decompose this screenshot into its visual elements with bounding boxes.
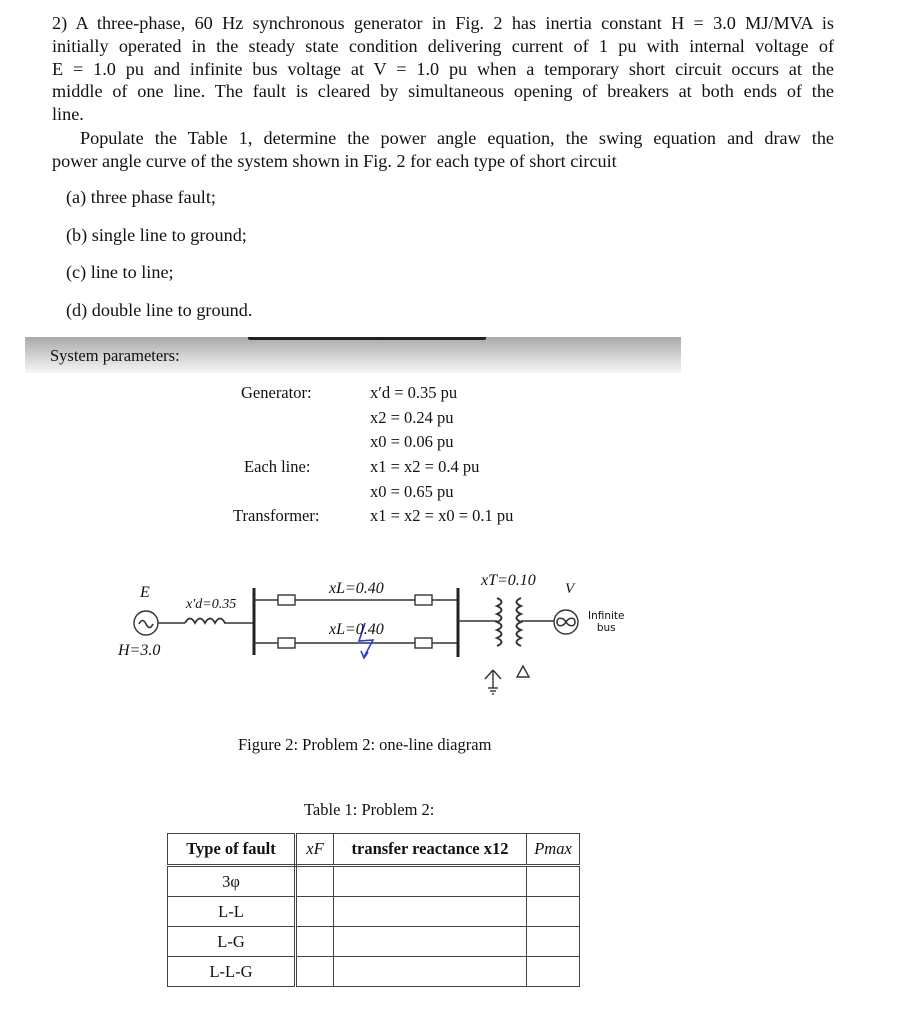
param-value: x2 = 0.24 pu xyxy=(370,408,454,427)
item-text: double line to ground. xyxy=(91,300,253,320)
cell-pmax[interactable] xyxy=(527,897,580,927)
problem-line: initially operated in the steady state condition delivering current of 1 pu with internal voltage of xyxy=(52,35,834,56)
param-value: x1 = x2 = x0 = 0.1 pu xyxy=(370,506,514,525)
transformer-primary-icon xyxy=(497,598,502,646)
table-row xyxy=(168,957,580,987)
table-row xyxy=(168,866,580,897)
problem-line: E = 1.0 pu and infinite bus voltage at V = 1.0 pu when a temporary short circuit occurs at the xyxy=(52,58,834,79)
v-label: V xyxy=(565,581,575,597)
cell-fault-type: L-L-G xyxy=(168,957,296,987)
delta-icon xyxy=(517,666,529,677)
cell-pmax[interactable] xyxy=(527,866,580,897)
item-label: (c) xyxy=(66,262,87,282)
band-divider xyxy=(248,337,486,340)
generator-label: Generator: xyxy=(241,383,312,402)
xd-label: x′d=0.35 xyxy=(186,597,237,612)
inductor-icon xyxy=(185,619,226,624)
breaker-icon xyxy=(415,595,432,605)
cell-pmax[interactable] xyxy=(527,957,580,987)
problem-line: middle of one line. The fault is cleared by simultaneous opening of breakers at both ends of the xyxy=(52,81,834,102)
item-text: three phase fault; xyxy=(90,187,216,207)
header-fault-type: Type of fault xyxy=(168,834,296,866)
header-transfer-reactance: transfer reactance x12 xyxy=(334,834,527,866)
gen-e-label: E xyxy=(140,584,150,601)
list-item-b xyxy=(66,225,247,246)
header-xf: xF xyxy=(296,834,334,866)
line2-label: xL=0.40 xyxy=(329,621,384,638)
line1-label: xL=0.40 xyxy=(329,580,384,597)
cell-xf[interactable] xyxy=(296,957,334,987)
figure-caption: Figure 2: Problem 2: one-line diagram xyxy=(238,735,492,754)
item-label: (b) xyxy=(66,225,88,245)
cell-fault-type: L-G xyxy=(168,927,296,957)
problem-line: line. xyxy=(52,104,84,125)
problem-line: 2) A three-phase, 60 Hz synchronous generator in Fig. 2 has inertia constant H = 3.0 MJ/MVA is xyxy=(52,13,834,33)
generator-icon xyxy=(134,611,158,635)
item-text: single line to ground; xyxy=(91,225,247,245)
cell-pmax[interactable] xyxy=(527,927,580,957)
header-pmax: Pmax xyxy=(527,834,580,866)
item-label: (a) xyxy=(66,187,87,207)
fault-table xyxy=(167,833,580,987)
cell-xf[interactable] xyxy=(296,927,334,957)
infinite-bus-label xyxy=(588,610,625,634)
param-value: x′d = 0.35 pu xyxy=(370,383,458,402)
cell-x12[interactable] xyxy=(334,927,527,957)
instruction-paragraph xyxy=(52,127,834,173)
cell-x12[interactable] xyxy=(334,897,527,927)
list-item-c xyxy=(66,262,174,283)
table-header-row xyxy=(168,834,580,866)
transformer-label: Transformer: xyxy=(233,506,320,525)
infinite-bus-label-line: bus xyxy=(596,622,616,634)
problem-statement xyxy=(52,12,834,126)
transformer-secondary-icon xyxy=(517,598,522,646)
inertia-label: H=3.0 xyxy=(118,642,161,659)
table-row xyxy=(168,897,580,927)
breaker-icon xyxy=(278,638,295,648)
infinite-bus-label-line: Infinite xyxy=(588,610,625,622)
param-value: x0 = 0.65 pu xyxy=(370,482,454,501)
item-text: line to line; xyxy=(90,262,174,282)
system-parameters-heading: System parameters: xyxy=(50,346,180,365)
cell-x12[interactable] xyxy=(334,866,527,897)
cell-fault-type: 3φ xyxy=(168,866,296,897)
line-label: Each line: xyxy=(244,457,311,476)
instruction-line: Populate the Table 1, determine the power angle equation, the swing equation and draw the xyxy=(80,128,834,148)
cell-xf[interactable] xyxy=(296,897,334,927)
infinite-bus-icon xyxy=(554,610,578,634)
table-row xyxy=(168,927,580,957)
param-value: x0 = 0.06 pu xyxy=(370,432,454,451)
cell-fault-type: L-L xyxy=(168,897,296,927)
list-item-d xyxy=(66,300,252,321)
xt-label: xT=0.10 xyxy=(481,572,536,589)
item-label: (d) xyxy=(66,300,88,320)
breaker-icon xyxy=(278,595,295,605)
param-value: x1 = x2 = 0.4 pu xyxy=(370,457,480,476)
cell-x12[interactable] xyxy=(334,957,527,987)
breaker-icon xyxy=(415,638,432,648)
cell-xf[interactable] xyxy=(296,866,334,897)
table-caption: Table 1: Problem 2: xyxy=(304,800,435,819)
list-item-a xyxy=(66,187,216,208)
wye-grounded-icon xyxy=(485,670,501,694)
instruction-line: power angle curve of the system shown in Fig. 2 for each type of short circuit xyxy=(52,150,617,171)
